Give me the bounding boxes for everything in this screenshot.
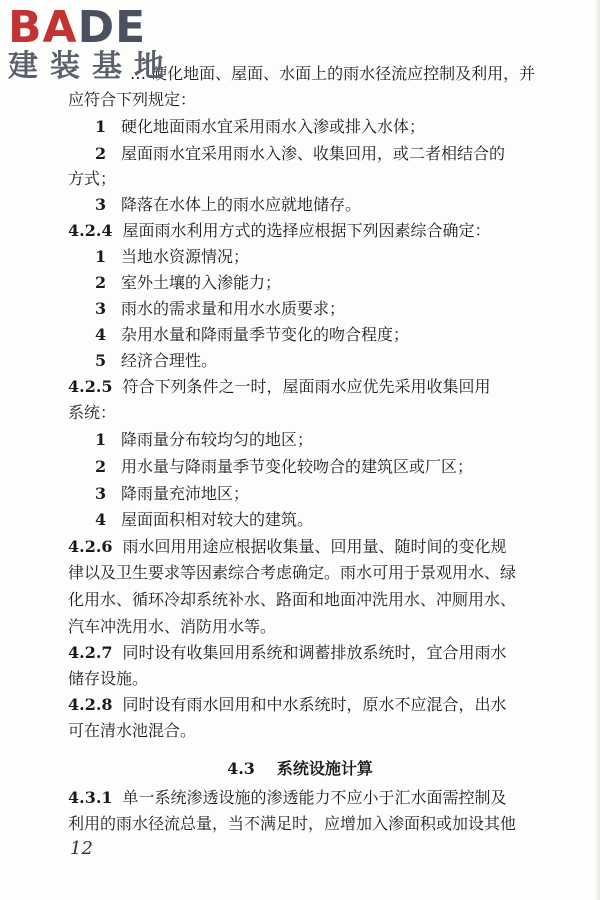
brand-logo-text: BADE [8, 2, 147, 53]
clause-4-2-6: 4.2.6 雨水回用用途应根据收集量、回用量、随时间的变化规 [68, 537, 507, 556]
brand-logo-subtitle: 建装基地 [8, 49, 176, 84]
clause-4-2-3-item-3: 3 降落在水体上的雨水应就地储存。 [95, 195, 362, 214]
section-heading-4-3: 4.3 系统设施计算 [227, 759, 373, 778]
clause-4-2-4: 4.2.4 屋面雨水利用方式的选择应根据下列因素综合确定： [68, 221, 491, 240]
clause-4-3-1: 4.3.1 单一系统渗透设施的渗透能力不应小于汇水面需控制及 [68, 788, 507, 807]
clause-4-2-3-item-2-cont: 方式； [68, 169, 117, 188]
clause-4-2-4-item-1: 1 当地水资源情况； [95, 247, 250, 266]
clause-4-2-3-line2: 应符合下列规定： [68, 90, 197, 109]
clause-4-2-5-item-4: 4 屋面面积相对较大的建筑。 [95, 510, 314, 529]
clause-4-2-4-item-5: 5 经济合理性。 [95, 351, 218, 370]
clause-4-2-3-line1: … 硬化地面、屋面、水面上的雨水径流应控制及利用，并 [130, 64, 536, 83]
clause-4-2-6-line4: 汽车冲洗用水、消防用水等。 [68, 617, 277, 636]
clause-4-2-3-item-1: 1 硬化地面雨水宜采用雨水入渗或排入水体； [95, 117, 426, 136]
clause-4-2-3-item-2: 2 屋面雨水宜采用雨水入渗、收集回用，或二者相结合的 [95, 144, 506, 163]
page-number: 12 [70, 838, 93, 859]
clause-4-2-6-line3: 化用水、循环冷却系统补水、路面和地面冲洗用水、冲厕用水、 [68, 590, 517, 609]
clause-4-2-7: 4.2.7 同时设有收集回用系统和调蓄排放系统时，宜合用雨水 [68, 643, 507, 662]
clause-4-2-4-item-4: 4 杂用水量和降雨量季节变化的吻合程度； [95, 325, 410, 344]
clause-4-2-8-line2: 可在清水池混合。 [68, 721, 197, 740]
page-edge-shadow [594, 0, 600, 900]
clause-4-2-4-item-3: 3 雨水的需求量和用水水质要求； [95, 299, 346, 318]
clause-4-3-1-line2: 利用的雨水径流总量，当不满足时，应增加入渗面积或加设其他 [68, 814, 517, 833]
clause-4-2-5-item-2: 2 用水量与降雨量季节变化较吻合的建筑区或厂区； [95, 457, 474, 476]
clause-4-2-7-line2: 储存设施。 [68, 669, 149, 688]
clause-4-2-6-line2: 律以及卫生要求等因素综合考虑确定。雨水可用于景观用水、绿 [68, 563, 517, 582]
clause-4-2-5: 4.2.5 符合下列条件之一时，屋面雨水应优先采用收集回用 [68, 377, 491, 396]
brand-watermark [8, 2, 176, 84]
clause-4-2-5-line2: 系统： [68, 403, 117, 422]
clause-4-2-4-item-2: 2 室外土壤的入渗能力； [95, 273, 282, 292]
clause-4-2-5-item-1: 1 降雨量分布较均匀的地区； [95, 430, 314, 449]
clause-4-2-5-item-3: 3 降雨量充沛地区； [95, 484, 250, 503]
clause-4-2-8: 4.2.8 同时设有雨水回用和中水系统时，原水不应混合，出水 [68, 695, 507, 714]
